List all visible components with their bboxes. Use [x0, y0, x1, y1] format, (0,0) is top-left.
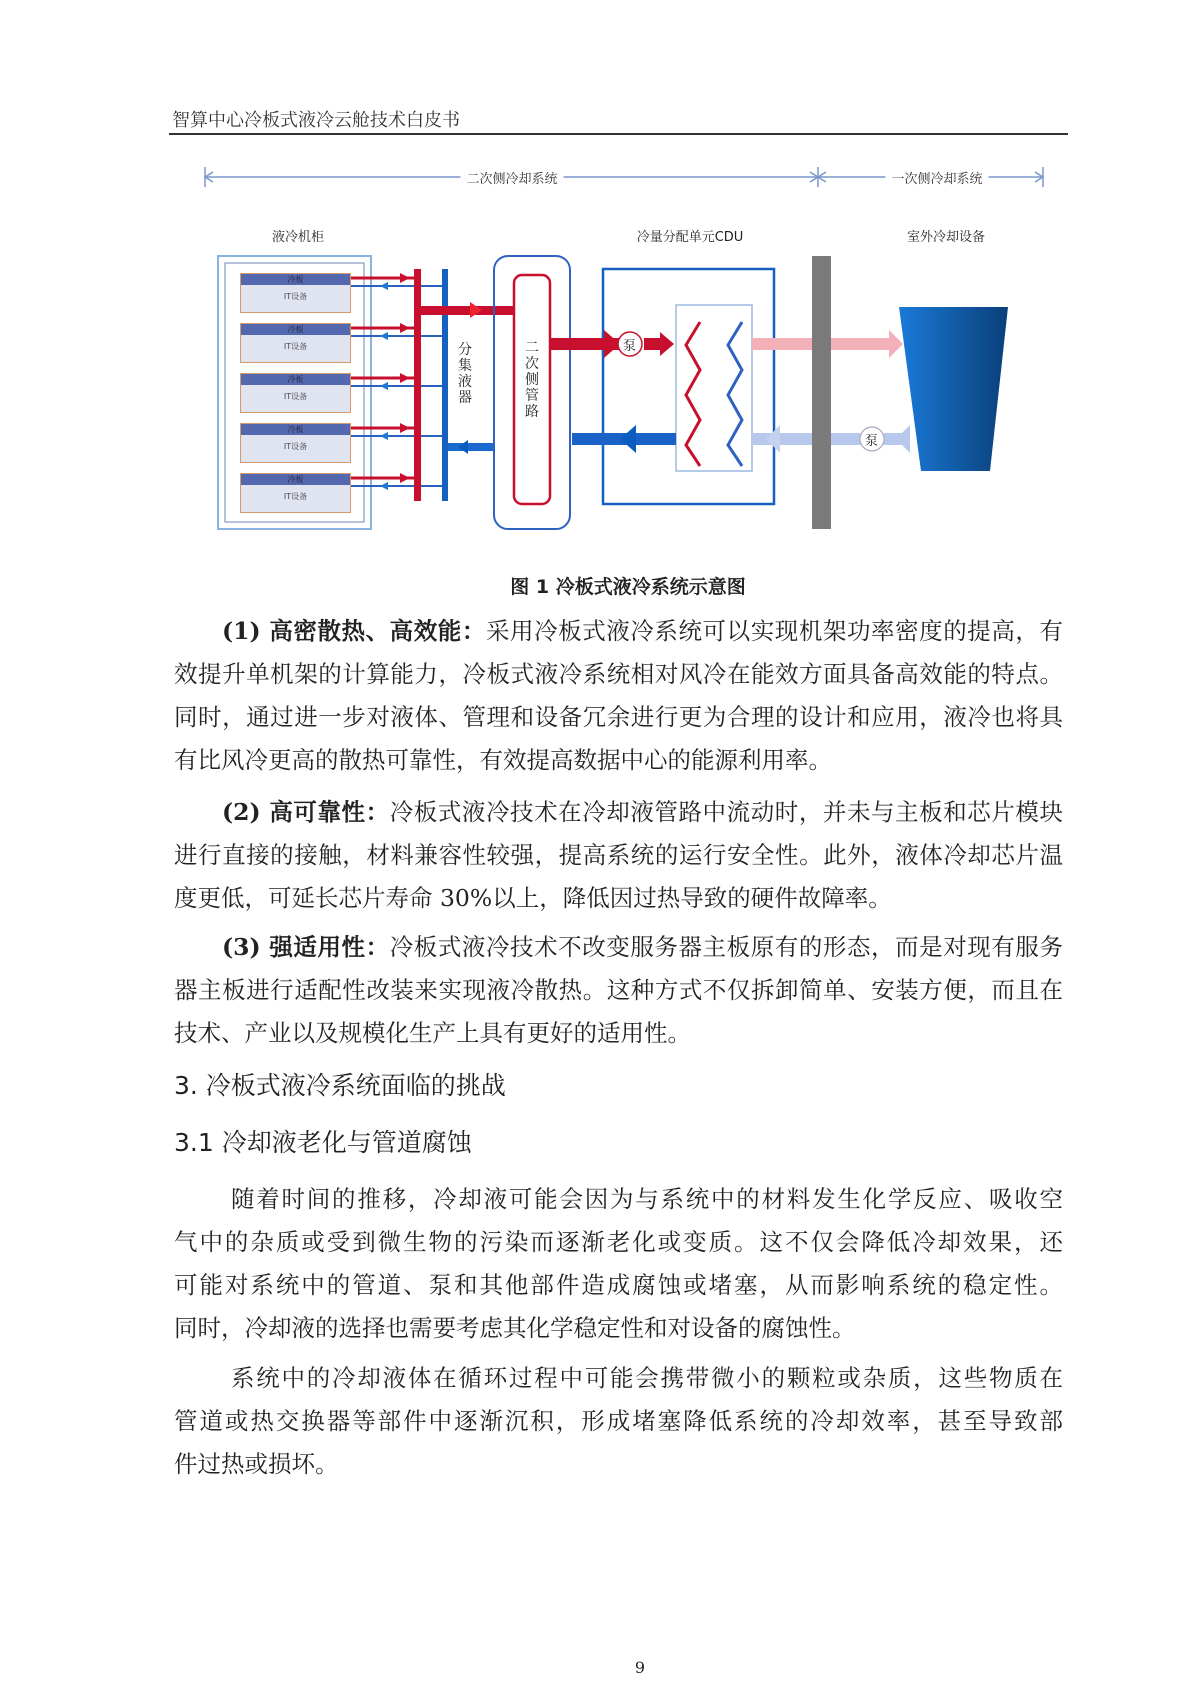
text-line: 管道或热交换器等部件中逐渐沉积，形成堵塞降低系统的冷却效率，甚至导致部 [174, 1407, 1063, 1435]
text-line: 冷板式液冷技术在冷却液管路中流动时，并未与主板和芯片模块 [389, 798, 1064, 826]
text-line: 效提升单机架的计算能力，冷板式液冷系统相对风冷在能效方面具备高效能的特点。 [174, 660, 1063, 688]
text-line: 系统中的冷却液体在循环过程中可能会携带微小的颗粒或杂质，这些物质在 [231, 1364, 1063, 1392]
secondary-pipe-label: 二次侧管路 [525, 340, 539, 420]
primary-system-label: 一次侧冷却系统 [885, 168, 988, 187]
secondary-system-label: 二次侧冷却系统 [460, 168, 563, 187]
paragraph-high-reliability [174, 791, 1063, 920]
subsection-heading: 3.1 冷却液老化与管道腐蚀 [174, 1128, 472, 1157]
paragraph-high-density [174, 610, 1063, 782]
section-heading: 3. 冷板式液冷系统面临的挑战 [174, 1071, 506, 1100]
server-unit [240, 423, 351, 463]
cold-plate-label: 冷板 [241, 424, 350, 435]
page-number: 9 [634, 1658, 646, 1677]
it-device-label: IT设备 [283, 342, 308, 351]
text-line: 随着时间的推移，冷却液可能会因为与系统中的材料发生化学反应、吸收空 [231, 1185, 1063, 1213]
cold-plate-label: 冷板 [241, 324, 350, 335]
it-device-label: IT设备 [283, 492, 308, 501]
it-device-label: IT设备 [283, 442, 308, 451]
it-device-label: IT设备 [283, 292, 308, 301]
it-device-label: IT设备 [283, 392, 308, 401]
text-line: 同时，通过进一步对液体、管理和设备冗余进行更为合理的设计和应用，液冷也将具 [174, 703, 1063, 731]
manifold-label: 分集液器 [458, 342, 472, 406]
text-line: 气中的杂质或受到微生物的污染而逐渐老化或变质。这不仅会降低冷却效果，还 [174, 1228, 1063, 1256]
diagram-graphics [0, 0, 1200, 560]
cold-plate-label: 冷板 [241, 474, 350, 485]
text-line: 技术、产业以及规模化生产上具有更好的适用性。 [174, 1019, 691, 1047]
item-label: (2) 高可靠性： [222, 798, 390, 826]
text-line: 同时，冷却液的选择也需要考虑其化学稳定性和对设备的腐蚀性。 [174, 1314, 856, 1342]
paragraph-coolant-aging [174, 1178, 1063, 1350]
server-unit [240, 373, 351, 413]
running-header: 智算中心冷板式液冷云舱技术白皮书 [172, 110, 460, 131]
text-line: 有比风冷更高的散热可靠性，有效提高数据中心的能源利用率。 [174, 746, 832, 774]
text-line: 件过热或损坏。 [174, 1450, 339, 1478]
server-unit [240, 323, 351, 363]
text-line: 可能对系统中的管道、泵和其他部件造成腐蚀或堵塞，从而影响系统的稳定性。 [174, 1271, 1063, 1299]
cold-plate-label: 冷板 [241, 374, 350, 385]
pump-label: 泵 [865, 434, 879, 449]
branch-pipes [349, 273, 445, 490]
cooling-tower [899, 307, 1008, 471]
boundary-wall [812, 256, 831, 529]
item-label: (3) 强适用性： [222, 933, 390, 961]
figure-caption: 图 1 冷板式液冷系统示意图 [510, 576, 746, 598]
text-line: 采用冷板式液冷系统可以实现机架功率密度的提高，有 [485, 617, 1063, 645]
cdu-label: 冷量分配单元CDU [636, 230, 744, 245]
server-unit [240, 473, 351, 513]
paragraph-applicability [174, 926, 1063, 1055]
cabinet-label: 液冷机柜 [271, 230, 325, 245]
text-line: 度更低，可延长芯片寿命 30%以上，降低因过热导致的硬件故障率。 [174, 884, 892, 912]
hot-manifold [414, 269, 421, 501]
cold-manifold [442, 269, 448, 501]
text-line: 进行直接的接触，材料兼容性较强，提高系统的运行安全性。此外，液体冷却芯片温 [174, 841, 1063, 869]
text-line: 器主板进行适配性改装来实现液冷散热。这种方式不仅拆卸简单、安装方便，而且在 [174, 976, 1063, 1004]
pump-label: 泵 [623, 339, 637, 354]
paragraph-deposits [174, 1357, 1063, 1486]
cold-plate-label: 冷板 [241, 274, 350, 285]
outdoor-label: 室外冷却设备 [906, 230, 986, 245]
item-label: (1) 高密散热、高效能： [222, 617, 486, 645]
text-line: 冷板式液冷技术不改变服务器主板原有的形态，而是对现有服务 [389, 933, 1064, 961]
server-unit [240, 273, 351, 313]
